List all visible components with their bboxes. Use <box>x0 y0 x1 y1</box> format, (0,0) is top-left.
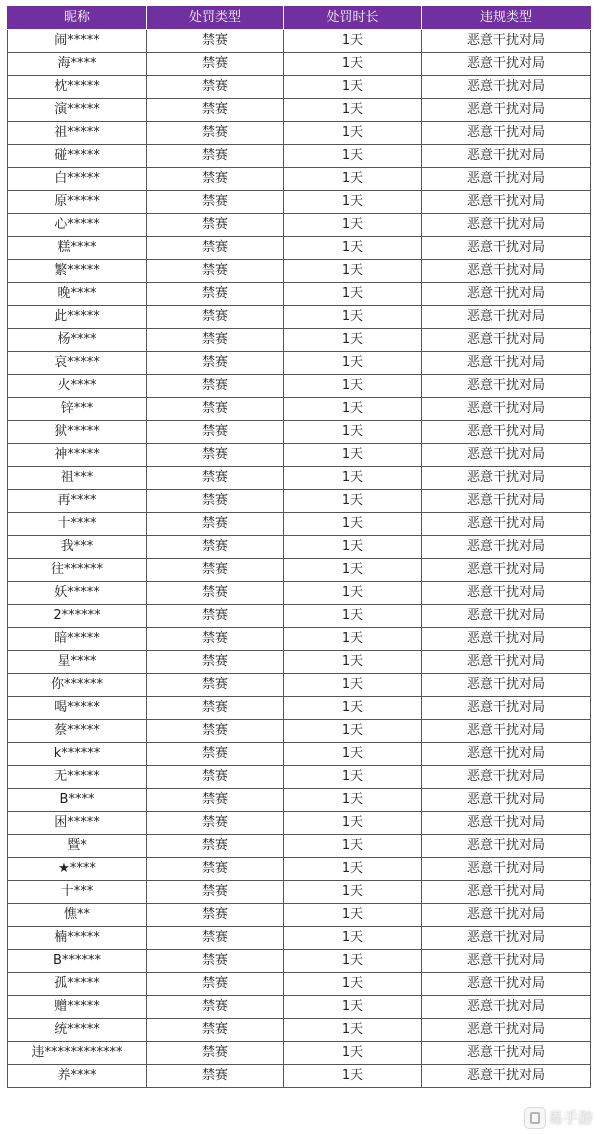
cell-penalty-type: 禁赛 <box>147 789 284 812</box>
cell-penalty-type: 禁赛 <box>147 398 284 421</box>
cell-violation-type: 恶意干扰对局 <box>422 421 591 444</box>
table-row <box>8 628 591 651</box>
cell-nickname: 赠***** <box>8 996 147 1019</box>
table-row <box>8 904 591 927</box>
cell-penalty-duration: 1天 <box>284 996 422 1019</box>
cell-nickname: 心***** <box>8 214 147 237</box>
cell-violation-type: 恶意干扰对局 <box>422 973 591 996</box>
cell-penalty-duration: 1天 <box>284 651 422 674</box>
cell-penalty-duration: 1天 <box>284 30 422 53</box>
cell-penalty-type: 禁赛 <box>147 76 284 99</box>
cell-violation-type: 恶意干扰对局 <box>422 444 591 467</box>
cell-penalty-duration: 1天 <box>284 881 422 904</box>
cell-nickname: 祖*** <box>8 467 147 490</box>
table-row <box>8 145 591 168</box>
cell-penalty-type: 禁赛 <box>147 513 284 536</box>
cell-nickname: 此***** <box>8 306 147 329</box>
cell-penalty-duration: 1天 <box>284 536 422 559</box>
table-row <box>8 651 591 674</box>
cell-penalty-duration: 1天 <box>284 605 422 628</box>
cell-violation-type: 恶意干扰对局 <box>422 168 591 191</box>
table-row <box>8 76 591 99</box>
cell-violation-type: 恶意干扰对局 <box>422 352 591 375</box>
table-row <box>8 720 591 743</box>
table-row <box>8 352 591 375</box>
cell-violation-type: 恶意干扰对局 <box>422 283 591 306</box>
table-row <box>8 858 591 881</box>
cell-penalty-duration: 1天 <box>284 835 422 858</box>
cell-violation-type: 恶意干扰对局 <box>422 260 591 283</box>
cell-nickname: 哀***** <box>8 352 147 375</box>
cell-penalty-type: 禁赛 <box>147 1019 284 1042</box>
cell-nickname: 养**** <box>8 1065 147 1088</box>
table-row <box>8 674 591 697</box>
table-row <box>8 467 591 490</box>
cell-penalty-duration: 1天 <box>284 743 422 766</box>
cell-penalty-duration: 1天 <box>284 1065 422 1088</box>
cell-penalty-type: 禁赛 <box>147 444 284 467</box>
cell-violation-type: 恶意干扰对局 <box>422 789 591 812</box>
cell-violation-type: 恶意干扰对局 <box>422 697 591 720</box>
cell-nickname: 蔡***** <box>8 720 147 743</box>
cell-penalty-type: 禁赛 <box>147 536 284 559</box>
cell-nickname: 无***** <box>8 766 147 789</box>
cell-penalty-duration: 1天 <box>284 76 422 99</box>
header-penalty-duration: 处罚时长 <box>284 6 422 30</box>
cell-violation-type: 恶意干扰对局 <box>422 145 591 168</box>
table-row <box>8 1019 591 1042</box>
cell-violation-type: 恶意干扰对局 <box>422 191 591 214</box>
cell-penalty-type: 禁赛 <box>147 628 284 651</box>
cell-nickname: 海**** <box>8 53 147 76</box>
cell-penalty-type: 禁赛 <box>147 352 284 375</box>
cell-violation-type: 恶意干扰对局 <box>422 99 591 122</box>
cell-violation-type: 恶意干扰对局 <box>422 674 591 697</box>
table-row <box>8 835 591 858</box>
cell-nickname: 我*** <box>8 536 147 559</box>
cell-penalty-type: 禁赛 <box>147 53 284 76</box>
cell-nickname: 神***** <box>8 444 147 467</box>
cell-penalty-duration: 1天 <box>284 122 422 145</box>
cell-nickname: 杨**** <box>8 329 147 352</box>
cell-penalty-type: 禁赛 <box>147 168 284 191</box>
cell-penalty-duration: 1天 <box>284 628 422 651</box>
cell-penalty-type: 禁赛 <box>147 697 284 720</box>
cell-nickname: 暨* <box>8 835 147 858</box>
cell-penalty-duration: 1天 <box>284 329 422 352</box>
cell-penalty-type: 禁赛 <box>147 30 284 53</box>
table-row <box>8 812 591 835</box>
table-row <box>8 168 591 191</box>
cell-penalty-type: 禁赛 <box>147 812 284 835</box>
cell-nickname: 闹***** <box>8 30 147 53</box>
cell-nickname: 喝***** <box>8 697 147 720</box>
cell-nickname: 暗***** <box>8 628 147 651</box>
table-row <box>8 513 591 536</box>
cell-nickname: 晚**** <box>8 283 147 306</box>
cell-nickname: 统***** <box>8 1019 147 1042</box>
cell-penalty-type: 禁赛 <box>147 145 284 168</box>
cell-nickname: 妖***** <box>8 582 147 605</box>
cell-penalty-type: 禁赛 <box>147 122 284 145</box>
cell-penalty-type: 禁赛 <box>147 490 284 513</box>
cell-violation-type: 恶意干扰对局 <box>422 720 591 743</box>
cell-penalty-duration: 1天 <box>284 697 422 720</box>
cell-violation-type: 恶意干扰对局 <box>422 927 591 950</box>
cell-penalty-duration: 1天 <box>284 720 422 743</box>
table-row <box>8 191 591 214</box>
watermark-text: 易手游 <box>548 1109 594 1127</box>
cell-penalty-type: 禁赛 <box>147 973 284 996</box>
cell-penalty-duration: 1天 <box>284 490 422 513</box>
table-row <box>8 766 591 789</box>
cell-penalty-type: 禁赛 <box>147 720 284 743</box>
header-penalty-type: 处罚类型 <box>147 6 284 30</box>
cell-violation-type: 恶意干扰对局 <box>422 375 591 398</box>
cell-nickname: 演***** <box>8 99 147 122</box>
cell-penalty-type: 禁赛 <box>147 237 284 260</box>
cell-penalty-duration: 1天 <box>284 398 422 421</box>
cell-penalty-duration: 1天 <box>284 444 422 467</box>
cell-violation-type: 恶意干扰对局 <box>422 237 591 260</box>
cell-penalty-duration: 1天 <box>284 674 422 697</box>
game-logo-icon <box>524 1107 546 1129</box>
cell-penalty-type: 禁赛 <box>147 306 284 329</box>
cell-penalty-duration: 1天 <box>284 421 422 444</box>
cell-violation-type: 恶意干扰对局 <box>422 996 591 1019</box>
cell-penalty-duration: 1天 <box>284 927 422 950</box>
cell-penalty-duration: 1天 <box>284 467 422 490</box>
cell-penalty-type: 禁赛 <box>147 467 284 490</box>
cell-nickname: 白***** <box>8 168 147 191</box>
cell-penalty-duration: 1天 <box>284 1042 422 1065</box>
cell-violation-type: 恶意干扰对局 <box>422 214 591 237</box>
cell-violation-type: 恶意干扰对局 <box>422 1019 591 1042</box>
cell-penalty-type: 禁赛 <box>147 329 284 352</box>
table-row <box>8 306 591 329</box>
cell-violation-type: 恶意干扰对局 <box>422 743 591 766</box>
cell-nickname: 繁***** <box>8 260 147 283</box>
cell-violation-type: 恶意干扰对局 <box>422 835 591 858</box>
cell-violation-type: 恶意干扰对局 <box>422 812 591 835</box>
cell-violation-type: 恶意干扰对局 <box>422 559 591 582</box>
cell-nickname: 十*** <box>8 881 147 904</box>
cell-nickname: k****** <box>8 743 147 766</box>
table-row <box>8 237 591 260</box>
table-header-row <box>8 6 591 30</box>
cell-penalty-type: 禁赛 <box>147 191 284 214</box>
table-row <box>8 421 591 444</box>
cell-penalty-duration: 1天 <box>284 789 422 812</box>
cell-penalty-type: 禁赛 <box>147 559 284 582</box>
cell-penalty-duration: 1天 <box>284 559 422 582</box>
cell-penalty-type: 禁赛 <box>147 858 284 881</box>
cell-nickname: 糕**** <box>8 237 147 260</box>
cell-penalty-type: 禁赛 <box>147 421 284 444</box>
cell-nickname: 祖***** <box>8 122 147 145</box>
table-row <box>8 881 591 904</box>
table-row <box>8 260 591 283</box>
cell-violation-type: 恶意干扰对局 <box>422 904 591 927</box>
table-row <box>8 697 591 720</box>
cell-nickname: 十**** <box>8 513 147 536</box>
cell-nickname: 违************ <box>8 1042 147 1065</box>
cell-penalty-type: 禁赛 <box>147 1042 284 1065</box>
cell-violation-type: 恶意干扰对局 <box>422 513 591 536</box>
table-row <box>8 329 591 352</box>
cell-penalty-duration: 1天 <box>284 168 422 191</box>
cell-penalty-duration: 1天 <box>284 260 422 283</box>
cell-nickname: 楠***** <box>8 927 147 950</box>
cell-penalty-duration: 1天 <box>284 306 422 329</box>
cell-nickname: 火**** <box>8 375 147 398</box>
cell-penalty-duration: 1天 <box>284 191 422 214</box>
cell-penalty-duration: 1天 <box>284 812 422 835</box>
cell-penalty-duration: 1天 <box>284 766 422 789</box>
cell-violation-type: 恶意干扰对局 <box>422 53 591 76</box>
table-body <box>8 30 591 1088</box>
cell-penalty-type: 禁赛 <box>147 605 284 628</box>
table-row <box>8 1042 591 1065</box>
cell-penalty-type: 禁赛 <box>147 375 284 398</box>
cell-penalty-type: 禁赛 <box>147 904 284 927</box>
table-row <box>8 927 591 950</box>
table-row <box>8 789 591 812</box>
table-row <box>8 743 591 766</box>
table-row <box>8 283 591 306</box>
cell-nickname: 往****** <box>8 559 147 582</box>
cell-penalty-type: 禁赛 <box>147 283 284 306</box>
cell-nickname: 2****** <box>8 605 147 628</box>
cell-penalty-duration: 1天 <box>284 1019 422 1042</box>
cell-penalty-type: 禁赛 <box>147 927 284 950</box>
table-row <box>8 605 591 628</box>
cell-penalty-duration: 1天 <box>284 582 422 605</box>
cell-penalty-duration: 1天 <box>284 53 422 76</box>
table-row <box>8 1065 591 1088</box>
cell-nickname: 困***** <box>8 812 147 835</box>
cell-violation-type: 恶意干扰对局 <box>422 306 591 329</box>
table-row <box>8 375 591 398</box>
cell-nickname: 枕***** <box>8 76 147 99</box>
cell-violation-type: 恶意干扰对局 <box>422 536 591 559</box>
table-row <box>8 559 591 582</box>
penalty-table-container <box>7 6 590 1088</box>
cell-violation-type: 恶意干扰对局 <box>422 858 591 881</box>
cell-penalty-type: 禁赛 <box>147 214 284 237</box>
cell-nickname: 碰***** <box>8 145 147 168</box>
cell-penalty-type: 禁赛 <box>147 996 284 1019</box>
cell-penalty-duration: 1天 <box>284 145 422 168</box>
header-violation-type: 违规类型 <box>422 6 591 30</box>
cell-violation-type: 恶意干扰对局 <box>422 1042 591 1065</box>
table-row <box>8 582 591 605</box>
cell-nickname: 再**** <box>8 490 147 513</box>
cell-penalty-type: 禁赛 <box>147 260 284 283</box>
table-row <box>8 996 591 1019</box>
cell-penalty-type: 禁赛 <box>147 766 284 789</box>
cell-penalty-type: 禁赛 <box>147 1065 284 1088</box>
cell-nickname: 孤***** <box>8 973 147 996</box>
cell-violation-type: 恶意干扰对局 <box>422 582 591 605</box>
cell-violation-type: 恶意干扰对局 <box>422 122 591 145</box>
table-row <box>8 214 591 237</box>
cell-violation-type: 恶意干扰对局 <box>422 605 591 628</box>
cell-penalty-duration: 1天 <box>284 858 422 881</box>
cell-violation-type: 恶意干扰对局 <box>422 651 591 674</box>
penalty-table <box>7 6 591 1088</box>
table-row <box>8 122 591 145</box>
cell-penalty-duration: 1天 <box>284 237 422 260</box>
cell-nickname: 原***** <box>8 191 147 214</box>
cell-violation-type: 恶意干扰对局 <box>422 881 591 904</box>
cell-penalty-duration: 1天 <box>284 99 422 122</box>
cell-violation-type: 恶意干扰对局 <box>422 628 591 651</box>
table-row <box>8 30 591 53</box>
table-row <box>8 950 591 973</box>
cell-violation-type: 恶意干扰对局 <box>422 76 591 99</box>
cell-nickname: 狱***** <box>8 421 147 444</box>
cell-nickname: 星**** <box>8 651 147 674</box>
cell-penalty-type: 禁赛 <box>147 674 284 697</box>
cell-violation-type: 恶意干扰对局 <box>422 950 591 973</box>
header-nickname: 昵称 <box>8 6 147 30</box>
cell-violation-type: 恶意干扰对局 <box>422 1065 591 1088</box>
cell-penalty-type: 禁赛 <box>147 743 284 766</box>
cell-penalty-duration: 1天 <box>284 973 422 996</box>
table-row <box>8 973 591 996</box>
cell-nickname: B****** <box>8 950 147 973</box>
cell-violation-type: 恶意干扰对局 <box>422 30 591 53</box>
cell-penalty-duration: 1天 <box>284 352 422 375</box>
cell-penalty-duration: 1天 <box>284 283 422 306</box>
cell-nickname: 锌*** <box>8 398 147 421</box>
cell-nickname: ★**** <box>8 858 147 881</box>
table-row <box>8 99 591 122</box>
table-row <box>8 490 591 513</box>
cell-penalty-duration: 1天 <box>284 513 422 536</box>
table-row <box>8 398 591 421</box>
cell-penalty-type: 禁赛 <box>147 651 284 674</box>
cell-nickname: 憔** <box>8 904 147 927</box>
cell-penalty-type: 禁赛 <box>147 950 284 973</box>
cell-penalty-duration: 1天 <box>284 375 422 398</box>
table-row <box>8 53 591 76</box>
cell-penalty-type: 禁赛 <box>147 881 284 904</box>
table-row <box>8 536 591 559</box>
cell-penalty-duration: 1天 <box>284 904 422 927</box>
cell-nickname: B**** <box>8 789 147 812</box>
cell-penalty-type: 禁赛 <box>147 835 284 858</box>
cell-violation-type: 恶意干扰对局 <box>422 490 591 513</box>
cell-violation-type: 恶意干扰对局 <box>422 398 591 421</box>
cell-penalty-duration: 1天 <box>284 950 422 973</box>
cell-nickname: 你****** <box>8 674 147 697</box>
table-row <box>8 444 591 467</box>
cell-violation-type: 恶意干扰对局 <box>422 766 591 789</box>
cell-penalty-type: 禁赛 <box>147 582 284 605</box>
cell-penalty-type: 禁赛 <box>147 99 284 122</box>
cell-violation-type: 恶意干扰对局 <box>422 467 591 490</box>
watermark <box>524 1104 594 1130</box>
cell-penalty-duration: 1天 <box>284 214 422 237</box>
cell-violation-type: 恶意干扰对局 <box>422 329 591 352</box>
